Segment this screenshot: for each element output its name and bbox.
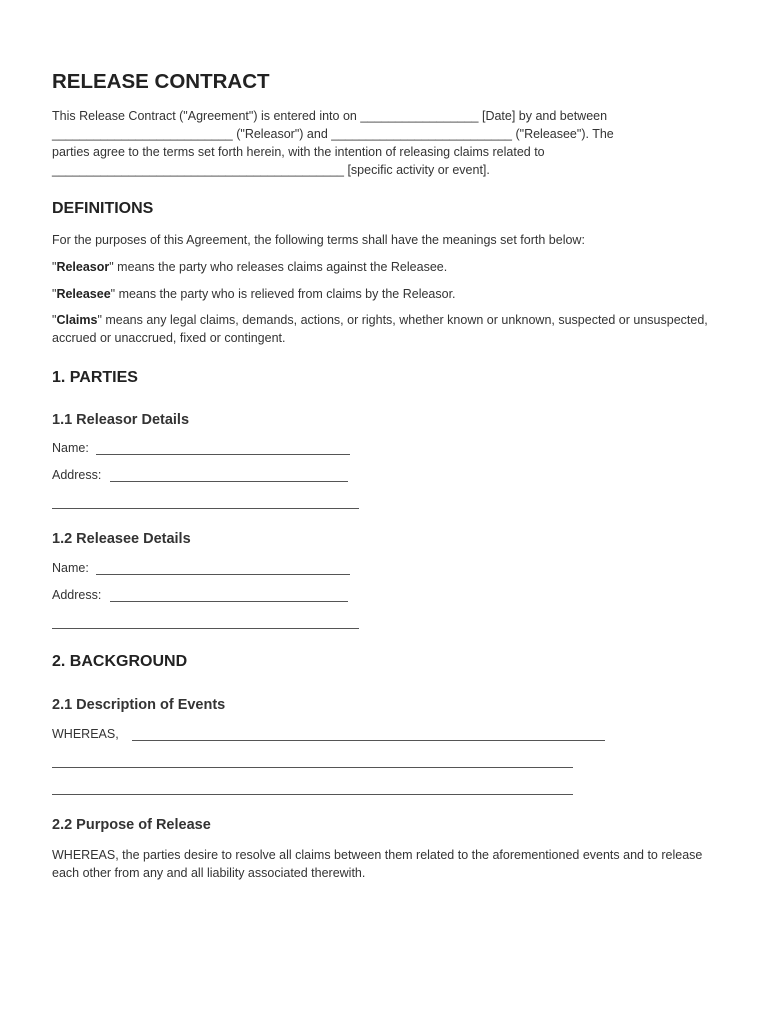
document-title: RELEASE CONTRACT <box>52 70 270 93</box>
releasor-address-line-2[interactable] <box>52 508 359 509</box>
releasee-details-heading: 1.2 Releasee Details <box>52 531 191 547</box>
purpose-of-release-text: WHEREAS, the parties desire to resolve all claims between them related to the aforementioned events and to release each other from any and all liability associated therewith. <box>52 848 703 880</box>
releasee-name-label: Name: <box>52 561 89 575</box>
term-releasor: Releasor <box>56 260 110 274</box>
definitions-lead: For the purposes of this Agreement, the following terms shall have the meanings set forth below: <box>52 233 585 247</box>
releasee-address-line-2[interactable] <box>52 628 359 629</box>
term-claims: Claims <box>56 313 98 327</box>
intro-line-3: parties agree to the terms set forth herein, with the intention of releasing claims related to <box>52 145 545 159</box>
releasor-name-field[interactable] <box>96 454 350 455</box>
releasor-address-field[interactable] <box>110 481 348 482</box>
events-description-line-1[interactable] <box>132 740 605 741</box>
releasee-address-field[interactable] <box>110 601 348 602</box>
whereas-label: WHEREAS, <box>52 727 119 741</box>
intro-line-2: __________________________ ("Releasor") and __________________________ ("Releasee"). The <box>52 127 614 141</box>
intro-line-4: __________________________________________ [specific activity or event]. <box>52 163 490 177</box>
releasee-name-field[interactable] <box>96 574 350 575</box>
releasee-address-label: Address: <box>52 588 102 602</box>
events-description-line-2[interactable] <box>52 767 573 768</box>
parties-heading: 1. PARTIES <box>52 369 138 386</box>
definitions-heading: DEFINITIONS <box>52 200 154 217</box>
definition-claims: "Claims" means any legal claims, demands, actions, or rights, whether known or unknown, suspected or unsuspected, accrued or unaccrued, fixed or contingent. <box>52 313 708 345</box>
events-description-line-3[interactable] <box>52 794 573 795</box>
description-of-events-heading: 2.1 Description of Events <box>52 697 226 713</box>
intro-line-1: This Release Contract ("Agreement") is entered into on _________________ [Date] by and between <box>52 109 608 123</box>
term-releasee: Releasee <box>56 287 111 301</box>
releasor-address-label: Address: <box>52 468 102 482</box>
purpose-of-release-heading: 2.2 Purpose of Release <box>52 817 211 833</box>
background-heading: 2. BACKGROUND <box>52 653 188 670</box>
definition-releasor: "Releasor" means the party who releases claims against the Releasee. <box>52 260 448 274</box>
releasor-name-label: Name: <box>52 441 89 455</box>
releasor-details-heading: 1.1 Releasor Details <box>52 412 190 428</box>
definition-releasee: "Releasee" means the party who is relieved from claims by the Releasor. <box>52 287 456 301</box>
